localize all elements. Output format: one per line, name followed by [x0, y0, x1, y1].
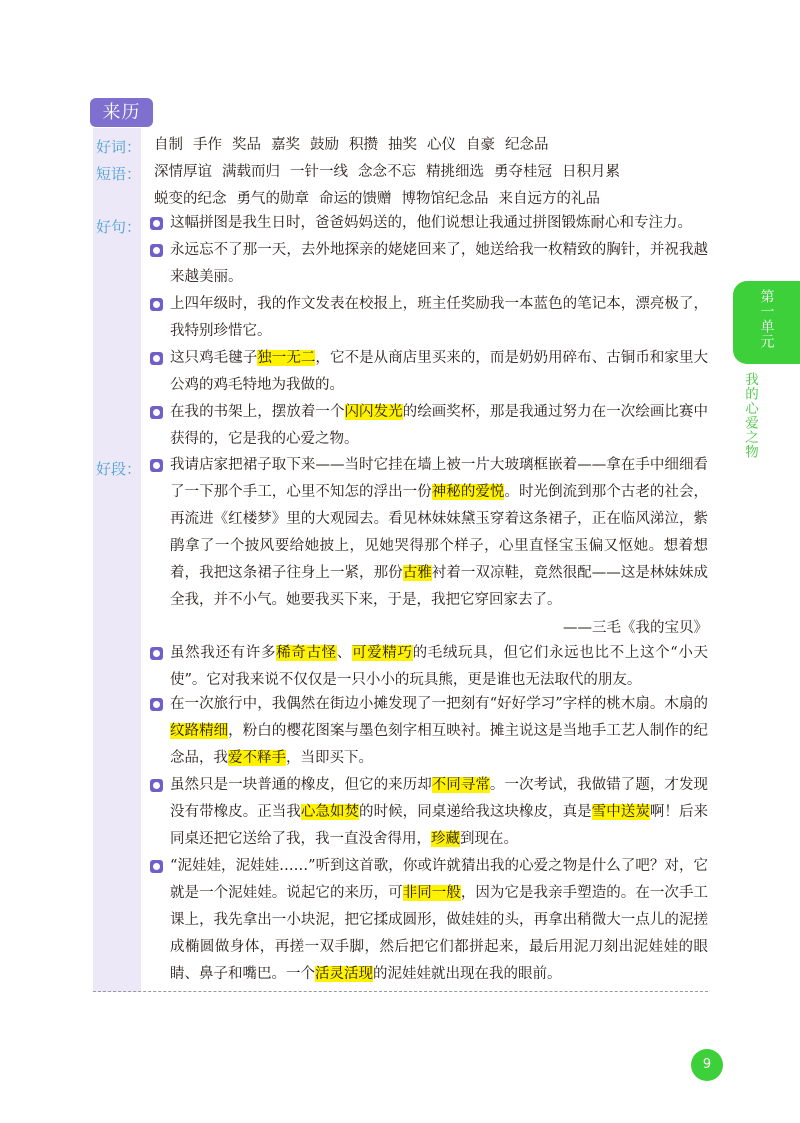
- bullet-icon: [150, 352, 163, 365]
- highlighted-phrase: 神秘的爱悦: [431, 484, 505, 500]
- word-item: 勇夺桂冠: [494, 164, 552, 180]
- word-item: 纪念品: [505, 137, 549, 153]
- text-segment: 虽然我还有许多: [170, 645, 277, 661]
- highlighted-phrase: 活灵活现: [315, 966, 373, 982]
- text-segment: 永远忘不了那一天，去外地探亲的姥姥回来了，她送给我一枚精致的胸针，并祝我越来越美丽。: [170, 242, 708, 285]
- bullet-icon: [150, 298, 163, 311]
- word-item: 积攒: [349, 137, 378, 153]
- attribution: ——三毛《我的宝贝》: [563, 620, 708, 636]
- word-item: 嘉奖: [271, 137, 300, 153]
- text-segment: ，当即买下。: [286, 750, 373, 766]
- highlighted-phrase: 心急如焚: [300, 804, 360, 820]
- sentence-item: [150, 399, 708, 453]
- unit-tab[interactable]: [733, 281, 800, 364]
- word-item: 日积月累: [562, 164, 620, 180]
- highlighted-phrase: 可爱精巧: [351, 645, 413, 661]
- highlighted-phrase: 稀奇古怪: [276, 645, 337, 661]
- text-segment: ，它不是从商店里买来的，而是奶奶用碎布、古铜币和家里大公鸡的鸡毛特地为我做的。: [170, 350, 709, 393]
- text-segment: 我请店家把裙子取下来——当时它挂在墙上被一片大玻璃框嵌着——拿在手中细细看了一下那个手工，心里不知怎的浮出一份: [170, 457, 708, 500]
- sentence-item: [150, 291, 708, 345]
- text-segment: 、: [336, 645, 352, 661]
- paragraph-item: [150, 640, 708, 694]
- text-segment: 在一次旅行中，我偶然在街边小摊发现了一把刻有“好好学习”字样的桃木扇。木扇的: [170, 696, 708, 712]
- word-item: 命运的馈赠: [319, 191, 392, 207]
- text-segment: 的毛绒玩具，但它们永远也比不上这个“小天使”。它对我来说不仅仅是一只小小的玩具熊，更是谁也无法取代的朋友。: [170, 645, 709, 688]
- unit-title: 我的心爱之物: [742, 372, 758, 459]
- text-segment: 这只鸡毛毽子: [170, 350, 258, 366]
- text-segment: ，因为它是我亲手塑造的。在一次手工课上，我先拿出一小块泥，把它揉成圆形，做娃娃的头，再拿出稍微大一点儿的泥搓成椭圆做身体，再搓一双手脚，然后把它们都拼起来，最后用泥刀刻出泥娃娃的眼睛、鼻子和嘴巴。一个: [170, 885, 709, 982]
- section-title: 来历: [90, 98, 153, 127]
- text-segment: 。时光倒流到那个古老的社会，再流进《红楼梦》里的大观园去。看见林妹妹黛玉穿着这条裙子，正在临风涕泣，紫鹃拿了一个披风要给她披上，见她哭得那个样子，心里直怪宝玉偏又怄她。想着想着，我把这条裙子往身上一紧，那份: [170, 484, 709, 581]
- label-paragraphs: 好段：: [96, 460, 142, 478]
- label-band: [93, 128, 141, 992]
- text-segment: “泥娃娃，泥娃娃……”听到这首歌，你或许就猜出我的心爱之物是什么了吧？对，它就是一个泥娃娃。说起它的来历，可: [170, 858, 708, 901]
- highlighted-phrase: 不同寻常: [431, 777, 490, 793]
- bullet-icon: [150, 217, 163, 230]
- paragraph-item: [150, 853, 708, 988]
- text-segment: 这幅拼图是我生日时，爸爸妈妈送的，他们说想让我通过拼图锻炼耐心和专注力。: [170, 215, 692, 231]
- word-item: 心仪: [427, 137, 456, 153]
- label-words: 好词：: [96, 138, 142, 156]
- word-item: 蜕变的纪念: [154, 191, 227, 207]
- unit-label: 第一单元: [758, 289, 775, 349]
- word-item: 博物馆纪念品: [401, 191, 489, 207]
- word-item: 来自远方的礼品: [498, 191, 600, 207]
- paragraph-item: [150, 452, 708, 614]
- word-item: 自豪: [466, 137, 495, 153]
- word-item: 勇气的勋章: [236, 191, 309, 207]
- sentence-item: [150, 237, 708, 291]
- word-item: 自制: [154, 137, 183, 153]
- word-item: 鼓励: [310, 137, 339, 153]
- bullet-icon: [150, 406, 163, 419]
- label-phrases: 短语：: [96, 165, 142, 183]
- word-item: 抽奖: [388, 137, 417, 153]
- text-segment: 到现在。: [460, 831, 518, 847]
- phrases-row-2: [154, 188, 600, 210]
- word-item: 手作: [193, 137, 222, 153]
- text-segment: 在我的书架上，摆放着一个: [170, 404, 345, 420]
- paragraph-item: [150, 691, 708, 772]
- word-item: 深情厚谊: [154, 164, 212, 180]
- text-segment: 的绘画奖杯，那是我通过努力在一次绘画比赛中获得的，它是我的心爱之物。: [170, 404, 709, 447]
- text-segment: 的时候，同桌递给我这块橡皮，真是: [359, 804, 592, 820]
- highlighted-phrase: 珍藏: [431, 831, 460, 847]
- highlighted-phrase: 闪闪发光: [344, 404, 403, 420]
- word-item: 一针一线: [290, 164, 348, 180]
- text-segment: 衬着一双凉鞋，竟然很配——这是林妹妹成全我，并不小气。她要我买下来，于是，我把它穿回家去了。: [170, 565, 709, 608]
- highlighted-phrase: 非同一般: [402, 885, 461, 901]
- label-sentences: 好句：: [96, 218, 142, 236]
- highlighted-phrase: 古雅: [402, 565, 432, 581]
- good-words-row: [154, 134, 549, 156]
- phrases-row-1: [154, 161, 620, 183]
- sentence-item: [150, 210, 708, 237]
- text-segment: 上四年级时，我的作文发表在校报上，班主任奖励我一本蓝色的笔记本，漂亮极了，我特别珍惜它。: [170, 296, 708, 339]
- text-segment: 的泥娃娃就出现在我的眼前。: [373, 966, 562, 982]
- word-item: 念念不忘: [358, 164, 416, 180]
- bullet-icon: [150, 779, 163, 792]
- bullet-icon: [150, 647, 163, 660]
- bullet-icon: [150, 698, 163, 711]
- highlighted-phrase: 独一无二: [257, 350, 316, 366]
- bottom-divider: [93, 991, 708, 992]
- text-segment: 。一次考试，我做错了题，才发现没有带橡皮。正当我: [170, 777, 709, 820]
- bullet-icon: [150, 860, 163, 873]
- paragraph-item: [150, 772, 708, 853]
- bullet-icon: [150, 244, 163, 257]
- sentence-item: [150, 345, 708, 399]
- text-segment: ，粉白的樱花图案与墨色刻字相互映衬。摊主说这是当地手工艺人制作的纪念品，我: [170, 723, 709, 766]
- text-segment: 虽然只是一块普通的橡皮，但它的来历却: [170, 777, 432, 793]
- word-item: 奖品: [232, 137, 261, 153]
- highlighted-phrase: 纹路精细: [170, 723, 229, 739]
- page-number: 9: [691, 1049, 723, 1081]
- highlighted-phrase: 爱不释手: [228, 750, 286, 766]
- bullet-icon: [150, 459, 163, 472]
- text-segment: 啊！后来同桌还把它送给了我，我一直没舍得用，: [170, 804, 709, 847]
- word-item: 满载而归: [222, 164, 280, 180]
- highlighted-phrase: 雪中送炭: [591, 804, 650, 820]
- word-item: 精挑细选: [426, 164, 484, 180]
